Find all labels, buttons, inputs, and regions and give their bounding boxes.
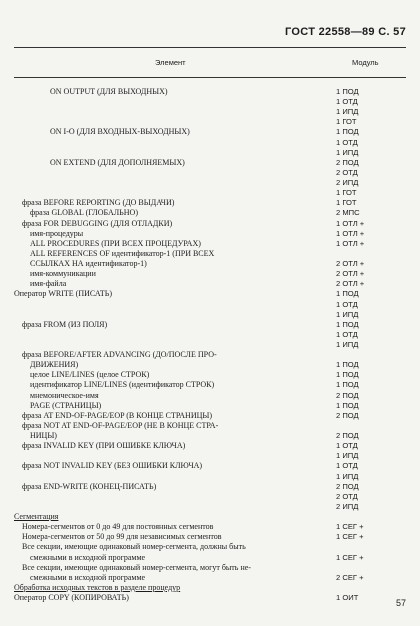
element-text: ССЫЛКАХ НА идентификатор-1) bbox=[30, 259, 147, 269]
element-text: Номера-сегментов от 50 до 99 для независимых сегментов bbox=[22, 532, 222, 542]
element-text: Оператор COPY (КОПИРОВАТЬ) bbox=[14, 593, 129, 602]
module-code: 2 СЕГ + bbox=[336, 572, 364, 582]
element-text: фраза BEFORE REPORTING (ДО ВЫДАЧИ) bbox=[22, 198, 175, 208]
module-code: 1 ОТД bbox=[336, 137, 358, 147]
module-code: 1 ГОТ bbox=[336, 198, 357, 208]
column-headers bbox=[0, 58, 420, 78]
section-heading: Обработка исходных текстов в разделе процедур bbox=[14, 582, 181, 592]
module-code: 1 ПОД bbox=[336, 360, 359, 370]
module-code: 1 ПОД bbox=[336, 370, 359, 380]
element-text: смежными в исходной программе bbox=[30, 572, 146, 582]
module-code: 2 ОТЛ + bbox=[336, 279, 365, 289]
element-text: фраза FROM (ИЗ ПОЛЯ) bbox=[22, 319, 108, 329]
element-text: смежными в исходной программе bbox=[30, 552, 146, 562]
module-code: 1 ПОД bbox=[336, 319, 359, 329]
header-rule bbox=[14, 47, 406, 48]
element-text: мнемоническое-имя bbox=[30, 390, 99, 400]
element-text: Все секции, имеющие одинаковый номер-сегмента, могут быть не- bbox=[22, 562, 251, 572]
module-code: 2 ПОД bbox=[336, 481, 359, 491]
module-code: 1 ИПД bbox=[336, 147, 359, 157]
module-code: 1 ИПД bbox=[336, 471, 359, 481]
module-code: 1 ГОТ bbox=[336, 117, 357, 127]
element-text: фраза NOT INVALID KEY (БЕЗ ОШИБКИ КЛЮЧА) bbox=[22, 461, 203, 471]
element-text: имя-файла bbox=[30, 279, 67, 289]
module-code: 2 ИПД bbox=[336, 501, 359, 511]
module-code: 2 МПС bbox=[336, 208, 360, 218]
module-code: 2 ПОД bbox=[336, 390, 359, 400]
column-header-rule bbox=[14, 77, 406, 78]
module-code: 1 СЕГ + bbox=[336, 522, 364, 532]
element-text: имя-процедуры bbox=[30, 228, 84, 238]
element-text: фраза FOR DEBUGGING (ДЛЯ ОТЛАДКИ) bbox=[22, 218, 173, 228]
element-text: ON EXTEND (ДЛЯ ДОПОЛНЯЕМЫХ) bbox=[50, 157, 185, 167]
element-text: фраза BEFORE/AFTER ADVANCING (ДО/ПОСЛЕ ПРО- bbox=[22, 350, 217, 360]
module-code: 1 ГОТ bbox=[336, 188, 357, 198]
module-code: 1 СЕГ + bbox=[336, 552, 364, 562]
module-code: 2 ИПД bbox=[336, 178, 359, 188]
module-code: 1 ПОД bbox=[336, 400, 359, 410]
element-text: PAGE (СТРАНИЦЫ) bbox=[30, 400, 102, 410]
module-code: 1 СЕГ + bbox=[336, 532, 364, 542]
module-code: 1 ПОД bbox=[336, 380, 359, 390]
module-code: 1 ИПД bbox=[336, 107, 359, 117]
module-code: 1 ОТД bbox=[336, 97, 358, 107]
column-header-element: Элемент bbox=[155, 58, 186, 67]
element-text: Номера-сегментов от 0 до 49 для постоянных сегментов bbox=[22, 522, 214, 532]
element-text: фраза END-WRITE (КОНЕЦ-ПИСАТЬ) bbox=[22, 481, 157, 491]
module-code: 2 ОТЛ + bbox=[336, 259, 365, 269]
section-heading: Сегментация bbox=[14, 512, 59, 522]
module-code: 2 ПОД bbox=[336, 410, 359, 420]
module-code: 2 ПОД bbox=[336, 431, 359, 441]
module-code: 1 ИПД bbox=[336, 340, 359, 349]
element-text: фраза GLOBAL (ГЛОБАЛЬНО) bbox=[30, 208, 138, 218]
module-code: 1 ОТЛ + bbox=[336, 228, 365, 238]
module-code: 1 ОТЛ + bbox=[336, 218, 365, 228]
element-text: идентификатор LINE/LINES (идентификатор СТРОК) bbox=[30, 380, 215, 390]
element-text: имя-коммуникации bbox=[30, 269, 96, 279]
module-code: 1 ОТД bbox=[336, 329, 358, 339]
module-code: 2 ОТЛ + bbox=[336, 269, 365, 279]
element-text: ALL PROCEDURES (ПРИ ВСЕХ ПРОЦЕДУРАХ) bbox=[30, 238, 201, 248]
module-code: 2 ПОД bbox=[336, 157, 359, 167]
element-text: фраза INVALID KEY (ПРИ ОШИБКЕ КЛЮЧА) bbox=[22, 441, 186, 451]
element-text: Все секции, имеющие одинаковый номер-сегмента, должны быть bbox=[22, 542, 246, 552]
module-code: 1 ПОД bbox=[336, 87, 359, 96]
page-header: ГОСТ 22558—89 С. 57 bbox=[285, 26, 406, 38]
element-text: НИЦЫ) bbox=[30, 431, 57, 441]
module-code: 1 ОТД bbox=[336, 299, 358, 309]
module-code: 1 ОИТ bbox=[336, 593, 359, 602]
module-code: 1 ОТД bbox=[336, 461, 358, 471]
element-text: ON I-O (ДЛЯ ВХОДНЫХ-ВЫХОДНЫХ) bbox=[50, 127, 190, 137]
module-code: 1 ОТЛ + bbox=[336, 238, 365, 248]
module-code: 1 ОТД bbox=[336, 441, 358, 451]
element-text: ALL REFERENCES OF идентификатор-1 (ПРИ ВСЕХ bbox=[30, 248, 215, 258]
module-code: 1 ИПД bbox=[336, 451, 359, 461]
element-text: фраза NOT AT END-OF-PAGE/EOP (НЕ В КОНЦЕ СТРА- bbox=[22, 420, 219, 430]
module-code: 1 ПОД bbox=[336, 127, 359, 137]
page-number: 57 bbox=[395, 598, 406, 608]
column-header-module: Модуль bbox=[352, 58, 379, 67]
element-text: Оператор WRITE (ПИСАТЬ) bbox=[14, 289, 113, 299]
module-code: 1 ПОД bbox=[336, 289, 359, 299]
element-text: целое LINE/LINES (целое СТРОК) bbox=[30, 370, 150, 380]
module-code: 2 ОТД bbox=[336, 167, 358, 177]
module-code: 1 ИПД bbox=[336, 309, 359, 319]
module-code: 2 ОТД bbox=[336, 491, 358, 501]
element-text: фраза AT END-OF-PAGE/EOP (В КОНЦЕ СТРАНИЦЫ) bbox=[22, 410, 213, 420]
element-text: ON OUTPUT (ДЛЯ ВЫХОДНЫХ) bbox=[50, 87, 168, 96]
element-text: ДВИЖЕНИЯ) bbox=[30, 360, 79, 370]
